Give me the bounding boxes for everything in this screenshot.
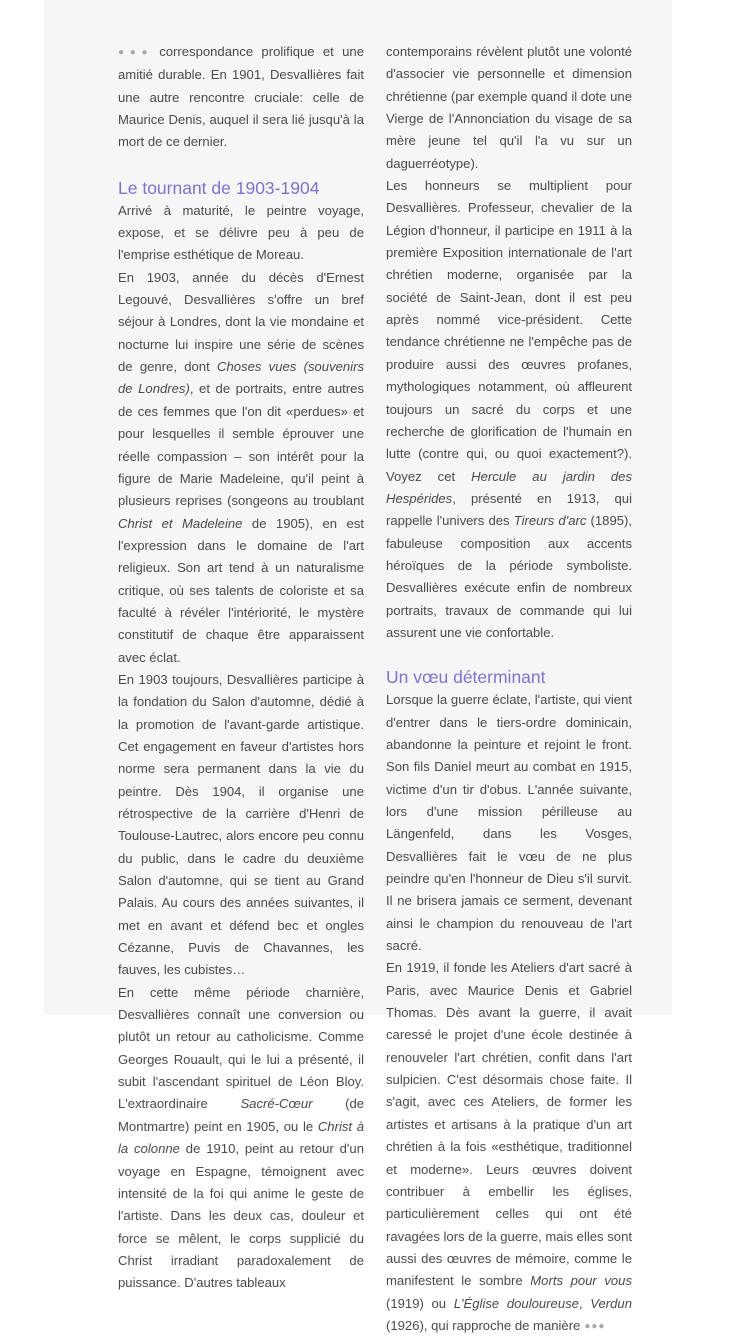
artwork-title: Verdun (590, 1295, 632, 1311)
paragraph-text: En cette même période charnière, Desvallières connaît une conversion ou plutôt un retour au catholicisme. Comme Georges Rouault, qui le lui a présenté, il subit l'ascendant spirituel de Léon Bloy. L'extraordinaire (118, 984, 364, 1112)
paragraph-text: , présenté en 1913, qui rappelle l'univers des (386, 490, 632, 529)
artwork-title: Morts pour vous (530, 1273, 633, 1289)
artwork-title: Sacré-Cœur (240, 1096, 313, 1112)
section-heading: Le tournant de 1903-1904 (118, 177, 320, 198)
paragraph-text: En 1919, il fonde les Ateliers d'art sacré à Paris, avec Maurice Denis et Gabriel Thomas. Dès avant la guerre, il avait caressé le projet d'une école destinée à renouveler l'art chrétien, confit dans l'art sulpicien. C'est désormais chose faite. Il s'agit, avec ces Ateliers, de former les artistes et artisans à la pratique d'un art chrétien à la fois «esthétique, traditionnel et moderne». Leurs œuvres doivent contribuer à embellir les églises, particulièrement celles qui ont été ravagées lors de la guerre, mais elles sont aussi des œuvres de mémoire, comme le manifestent le sombre (386, 960, 632, 1289)
intro-paragraph (118, 41, 364, 154)
paragraph-text: (1926), qui rapproche de manière (386, 1317, 581, 1333)
body-paragraph (386, 957, 632, 1338)
left-column (118, 41, 364, 1295)
paragraph-text: , (578, 1295, 591, 1311)
artwork-title: Tireurs d'arc (513, 513, 587, 529)
right-paragraphs-top (386, 41, 632, 644)
paragraph-text: (1919) ou (386, 1295, 454, 1311)
artwork-title: Christ et Madeleine (118, 515, 243, 531)
ellipsis-dots-icon: ●●● (584, 1320, 606, 1332)
body-paragraph (118, 669, 364, 982)
paragraph-text: Arrivé à maturité, le peintre voyage, expose, et se délivre peu à peu de l'emprise esthétique de Moreau. (118, 202, 364, 263)
paragraph-text: de 1910, peint au retour d'un voyage en Espagne, témoignent avec intensité de la foi qui anime le geste de l'artiste. Dans les deux cas, douleur et force se mêlent, le corps supplicié du Christ irradiant paradoxalement de puissance. D'autres tableaux (118, 1141, 364, 1291)
body-paragraph (386, 689, 632, 957)
paragraph-text: Les honneurs se multiplient pour Desvallières. Professeur, chevalier de la Légion d'honneur, il participe en 1911 à la première Exposition internationale de l'art chrétien moderne, organisée par la société de Saint-Jean, dont il est peu après nommé vice-président. Cette tendance chrétienne ne l'empêche pas de produire aussi des œuvres profanes, mythologiques notamment, où affleurent toujours un sacré du corps et une recherche de glorification de l'humain en lutte (contre qui, ou quoi exactement?). Voyez cet (386, 178, 632, 484)
body-paragraph (386, 41, 632, 175)
paragraph-text: (1895), fabuleuse composition aux accents héroïques de la période symboliste. Desvallières exécute enfin de nombreux portraits, travaux de commande qui lui assurent une vie confortable. (386, 513, 633, 640)
paragraph-text: Lorsque la guerre éclate, l'artiste, qui vient d'entrer dans le tiers-ordre dominicain, abandonne la peinture et rejoint le front. Son fils Daniel meurt au combat en 1915, victime d'un tir d'obus. L'année suivante, lors d'une mission périlleuse au Längenfeld, dans les Vosges, Desvallières fait le vœu de ne plus peindre qu'en l'honneur de Dieu s'il survit. Il ne brisera jamais ce serment, devenant ainsi le champion du renouveau de l'art sacré. (386, 692, 632, 954)
right-paragraphs-bottom (386, 689, 632, 1338)
ellipsis-dots-icon: ●●● (118, 47, 154, 58)
body-paragraph (118, 982, 364, 1295)
artwork-title: Hercule au jardin des Hespérides (386, 468, 632, 506)
section-heading: Un vœu déterminant (386, 667, 546, 688)
paragraph-text: , et de portraits, entre autres de ces femmes que l'on dit «perdues» et pour lesquelles il semble éprouver une réelle compassion – son intérêt pour la figure de Marie Madeleine, qu'il peint à plusieurs reprises (songeons au troublant (118, 381, 364, 509)
paragraph-text: En 1903 toujours, Desvallières participe à la fondation du Salon d'automne, dédié à la promotion de l'avant-garde artistique. Cet engagement en faveur d'artistes hors norme sera permanent dans la vie du peintre. Dès 1904, il organise une rétrospective de la carrière d'Henri de Toulouse-Lautrec, alors encore peu connu du public, dans le cadre du deuxième Salon d'automne, qui se tient au Grand Palais. Au cours des années suivantes, il met en avant et défend bec et ongles Cézanne, Puvis de Chavannes, les fauves, les cubistes… (118, 671, 364, 978)
artwork-title: Choses vues (souvenirs de Londres) (118, 359, 364, 397)
paragraph-text: (de Montmartre) peint en 1905, ou le (118, 1096, 365, 1134)
paragraph-text: de 1905), en est l'expression dans le domaine de l'art religieux. Son art tend à un naturalisme critique, où ses talents de coloriste et sa faculté à révéler l'intériorité, le mystère constitutif de chaque être apparaissent avec éclat. (118, 515, 364, 665)
body-paragraph (118, 267, 364, 669)
paragraph-text: En 1903, année du décès d'Ernest Legouvé, Desvallières s'offre un bref séjour à Londres, dont la vie mondaine et nocturne lui inspire une série de scènes de genre, dont (118, 269, 364, 375)
body-paragraph (386, 175, 632, 644)
artwork-title: L'Église douloureuse (453, 1295, 579, 1311)
intro-text: correspondance prolifique et une amitié durable. En 1901, Desvallières fait une autre rencontre cruciale: celle de Maurice Denis, auquel il sera lié jusqu'à la mort de ce dernier. (118, 44, 364, 150)
left-paragraphs (118, 200, 364, 1295)
body-paragraph (118, 200, 364, 267)
artwork-title: Christ à la colonne (118, 1118, 364, 1157)
right-column (386, 41, 632, 1338)
paragraph-text: contemporains révèlent plutôt une volonté d'associer vie personnelle et dimension chrétienne (par exemple quand il dote une Vierge de l'Annonciation du visage de sa mère jeune tel qu'il l'a vu sur un daguerréotype). (386, 44, 632, 171)
